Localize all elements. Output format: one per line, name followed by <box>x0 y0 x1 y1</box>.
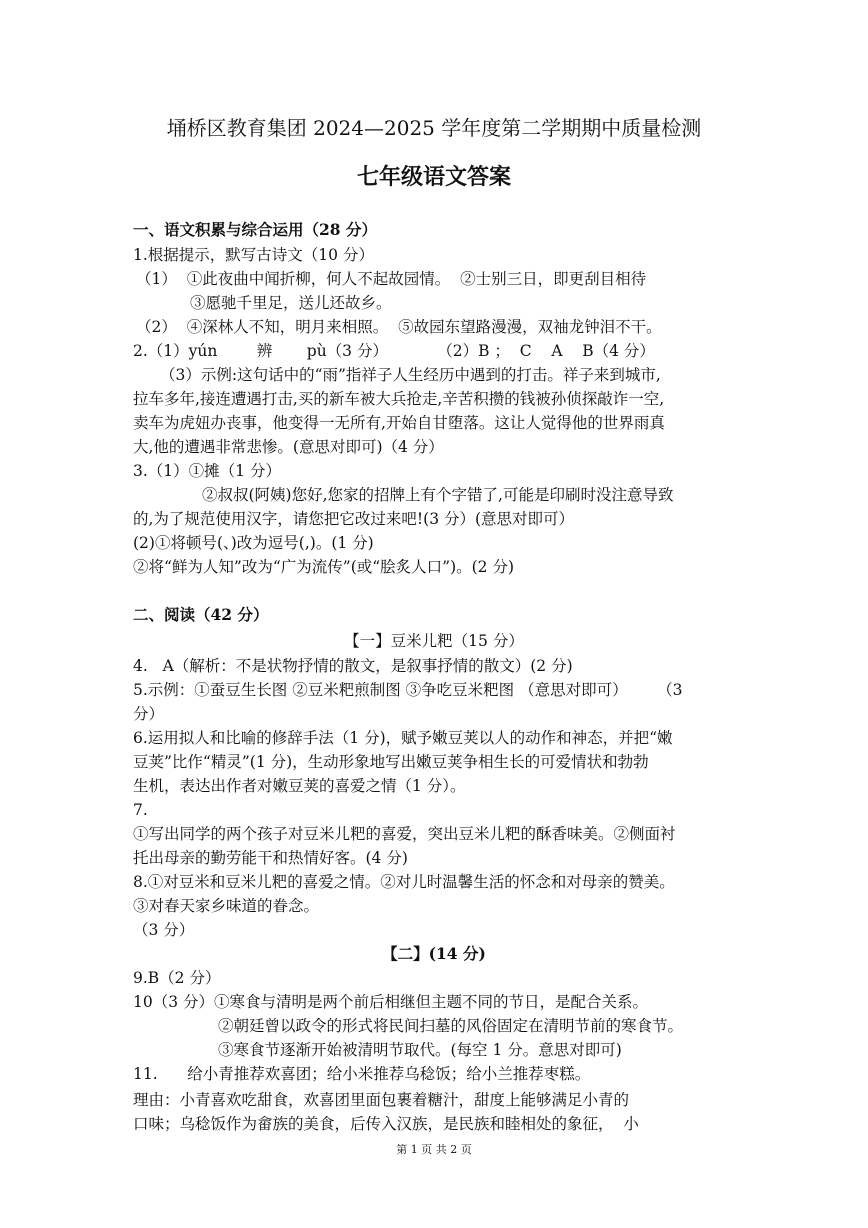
answer-line: ③对春天家乡味道的眷念。 <box>133 897 320 915</box>
part1-heading: 【一】豆米儿粑（15 分） <box>344 632 524 650</box>
answer-line: 托出母亲的勤劳能干和热情好客。(4 分) <box>133 849 408 867</box>
answer-line: ③寒食节逐渐开始被清明节取代。(每空 1 分。意思对即可) <box>218 1041 622 1059</box>
answer-line: ①写出同学的两个孩子对豆米儿粑的喜爱，突出豆米儿粑的酥香味美。②侧面衬 <box>133 825 676 843</box>
answer-line: （1） ①此夜曲中闻折柳，何人不起故园情。 ②士别三日，即更刮目相待 <box>136 270 647 288</box>
answer-line: ②将“鲜为人知”改为“广为流传”(或“脍炙人口”)。(2 分) <box>133 558 515 576</box>
answer-line: ③愿驰千里足，送儿还故乡。 <box>190 294 392 312</box>
answer-line: （3）示例:这句话中的“雨”指祥子人生经历中遇到的打击。祥子来到城市, <box>160 366 661 384</box>
answer-line: 5.示例：①蚕豆生长图 ②豆米粑煎制图 ③争吃豆米粑图 （意思对即可） （3 <box>133 681 683 699</box>
answer-line: 9.B（2 分） <box>133 969 221 987</box>
section2-heading: 二、阅读（42 分） <box>133 605 269 624</box>
answer-line: 8.①对豆米和豆米儿粑的喜爱之情。②对儿时温馨生活的怀念和对母亲的赞美。 <box>133 873 675 891</box>
answer-line: （2） ④深林人不知，明月来相照。 ⑤故园东望路漫漫，双袖龙钟泪不干。 <box>136 318 662 336</box>
answer-line: 卖车为虎妞办丧事，他变得一无所有,开始自甘堕落。这让人觉得他的世界雨真 <box>133 414 665 432</box>
answer-line: ②叔叔(阿姨)您好,您家的招牌上有个字错了,可能是印刷时没注意导致 <box>202 486 674 504</box>
answer-line: 大,他的遭遇非常悲惨。(意思对即可)（4 分） <box>133 438 444 456</box>
answer-line: 分） <box>133 705 165 723</box>
answer-line: （3 分） <box>133 921 195 939</box>
answer-line: 拉车多年,接连遭遇打击,买的新车被大兵抢走,辛苦积攒的钱被孙侦探敲诈一空, <box>133 390 665 408</box>
page-footer: 第 1 页 共 2 页 <box>396 1143 472 1156</box>
answer-line: 理由：小青喜欢吃甜食，欢喜团里面包裹着糖汁，甜度上能够满足小青的 <box>133 1091 630 1109</box>
part2-heading: 【二】(14 分) <box>382 944 486 963</box>
answer-line: 3.（1）①摊（1 分） <box>133 462 281 480</box>
answer-line: 1.根据提示，默写古诗文（10 分） <box>133 246 374 264</box>
answer-line: 4. A（解析：不是状物抒情的散文，是叙事抒情的散文）(2 分) <box>133 657 573 675</box>
section1-heading: 一、语文积累与综合运用（28 分） <box>133 220 377 239</box>
answer-line: 2.（1）yún 辨 pù（3 分） （2）B ； C A B（4 分） <box>133 342 655 360</box>
document-title: 埇桥区教育集团 2024—2025 学年度第二学期期中质量检测 <box>166 116 702 140</box>
answer-line: 的,为了规范使用汉字，请您把它改过来吧!(3 分）(意思对即可） <box>133 510 575 528</box>
document-subtitle: 七年级语文答案 <box>356 164 511 190</box>
answer-line: (2)①将顿号(、)改为逗号(,)。(1 分) <box>133 534 374 552</box>
answer-line: 7. <box>133 801 148 819</box>
answer-line: 口味；乌稔饭作为畲族的美食，后传入汉族，是民族和睦相处的象征， 小 <box>133 1115 639 1133</box>
answer-line: 11. 给小青推荐欢喜团；给小米推荐乌稔饭；给小兰推荐枣糕。 <box>133 1065 591 1083</box>
answer-line: 6.运用拟人和比喻的修辞手法（1 分)，赋予嫩豆荚以人的动作和神态，并把“嫩 <box>133 729 673 747</box>
answer-line: 10（3 分）①寒食与清明是两个前后相继但主题不同的节日，是配合关系。 <box>133 993 649 1011</box>
answer-line: 豆荚”比作“精灵”(1 分)，生动形象地写出嫩豆荚争相生长的可爱情状和勃勃 <box>133 753 649 771</box>
answer-line: 生机，表达出作者对嫩豆荚的喜爱之情（1 分）。 <box>133 777 466 795</box>
answer-line: ②朝廷曾以政令的形式将民间扫墓的风俗固定在清明节前的寒食节。 <box>218 1017 684 1035</box>
